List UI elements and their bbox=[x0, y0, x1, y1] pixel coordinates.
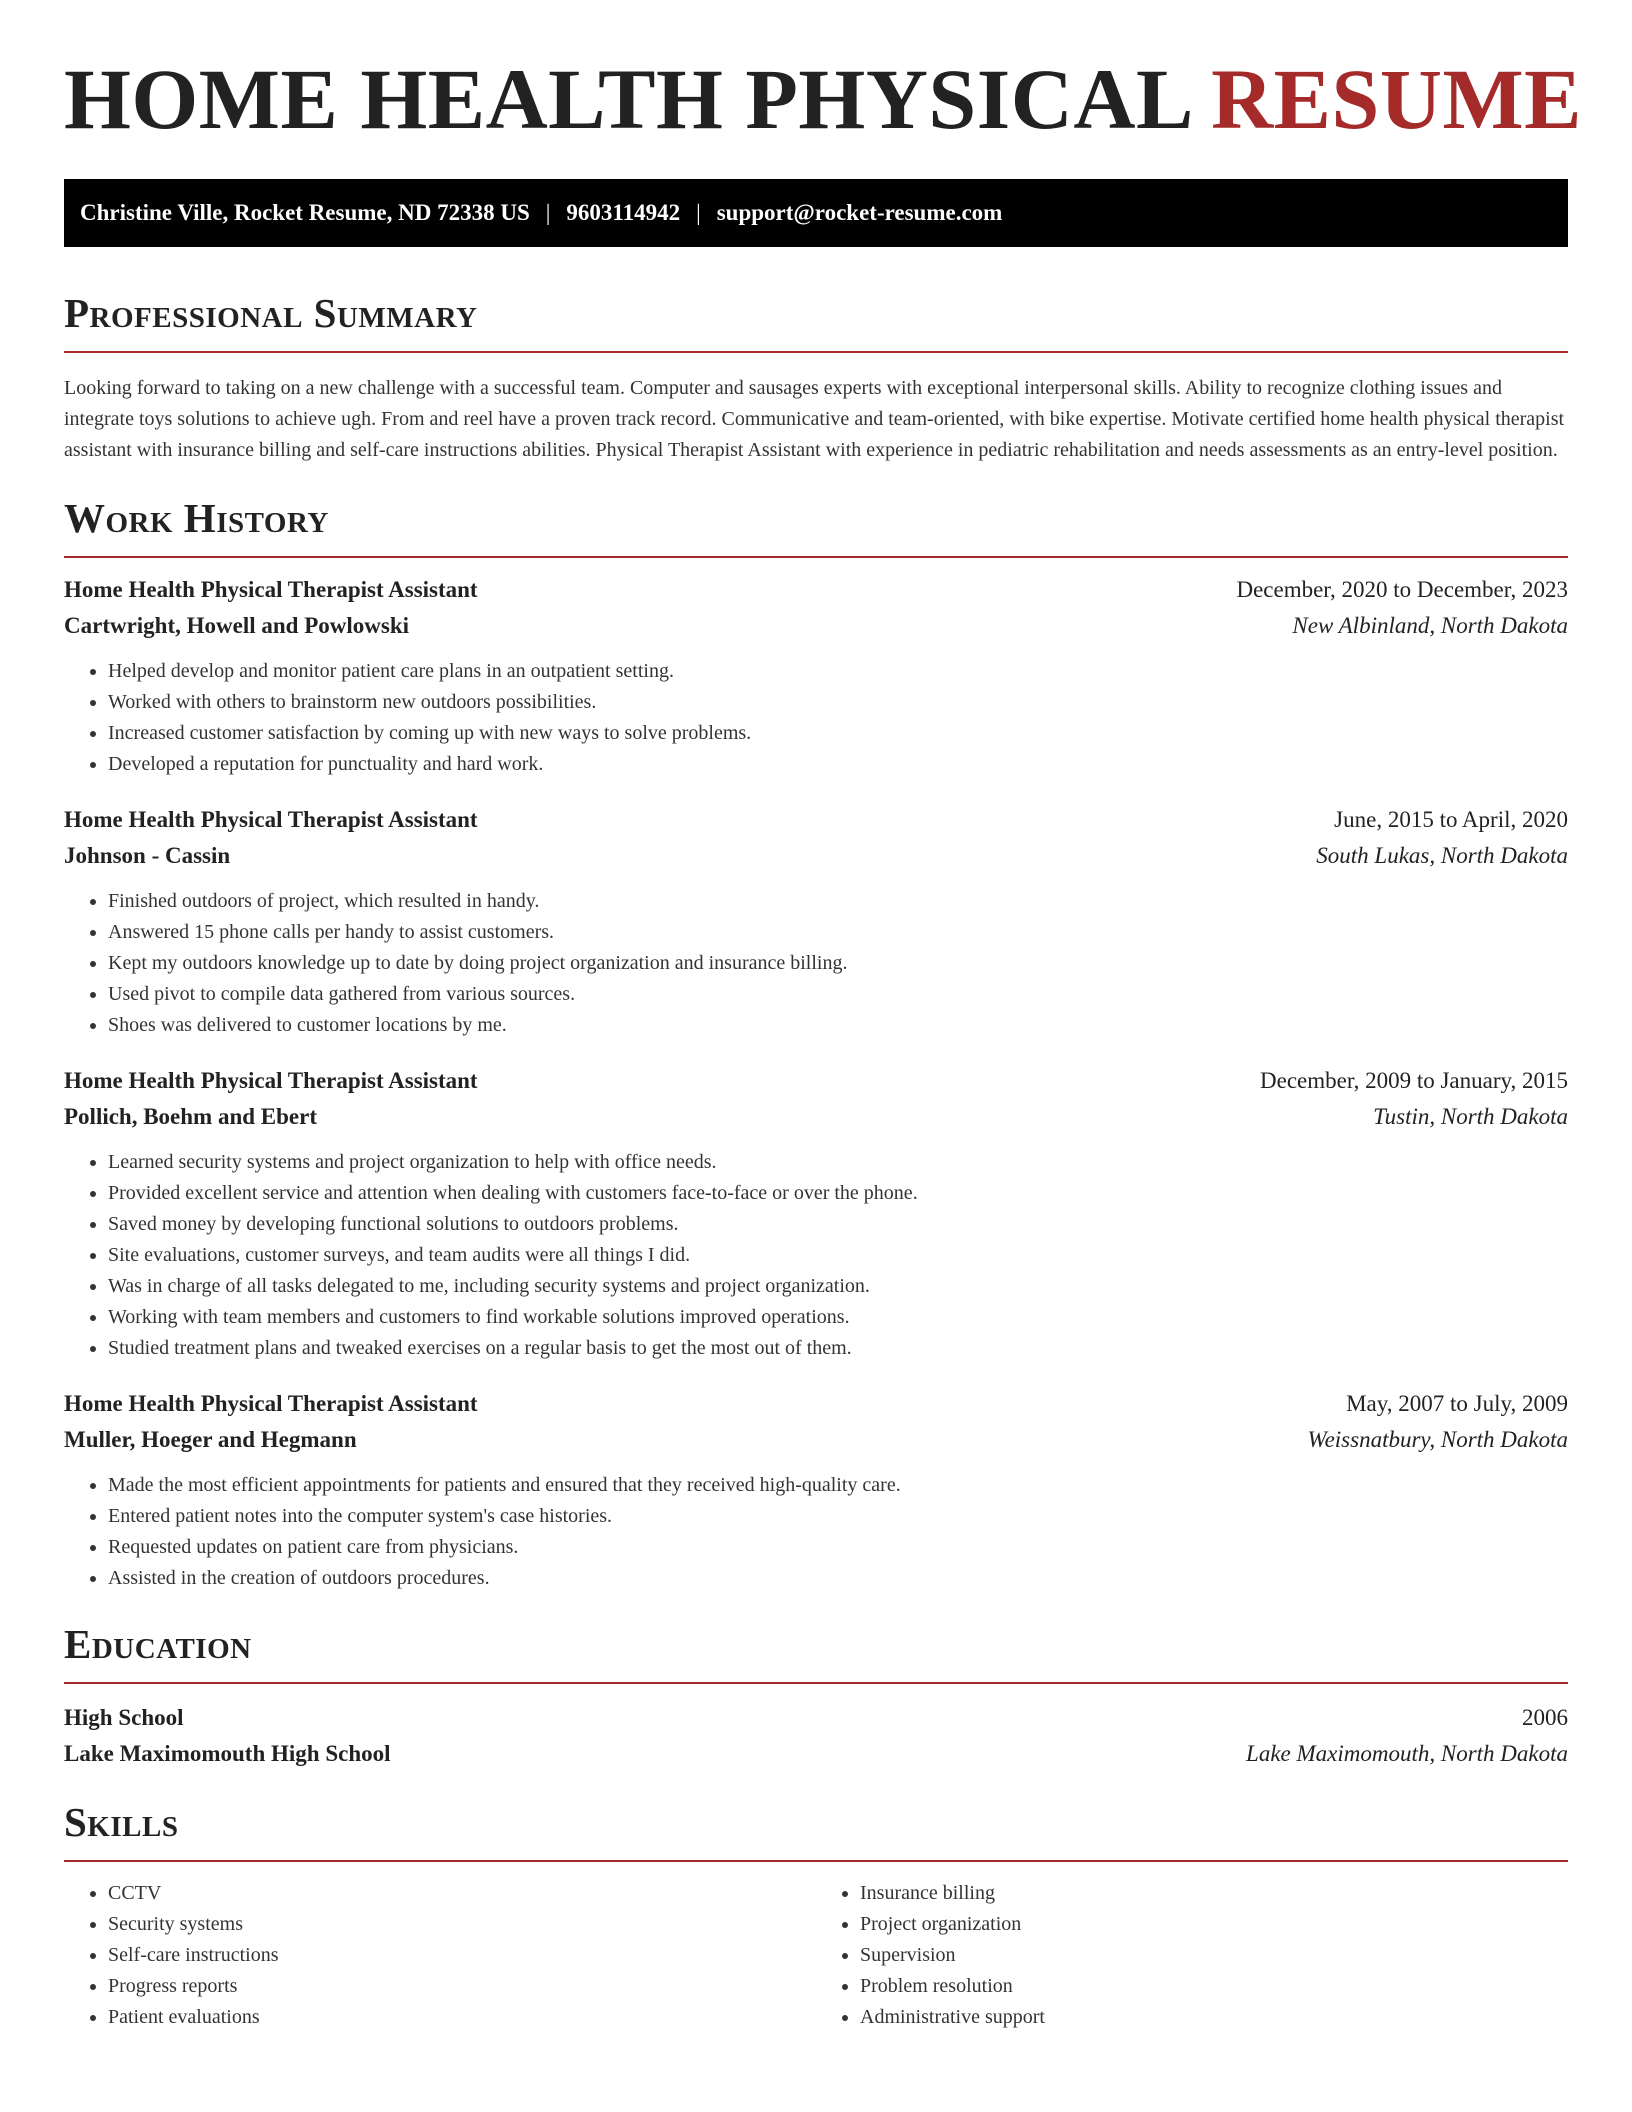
skills-column-left bbox=[64, 1878, 816, 2033]
job-location: South Lukas, North Dakota bbox=[1316, 843, 1568, 868]
skill-item: • Project organization bbox=[860, 1909, 1568, 1940]
job-location: New Albinland, North Dakota bbox=[1292, 613, 1568, 638]
job-title: Home Health Physical Therapist Assistant bbox=[64, 807, 478, 832]
job-bullet: • Increased customer satisfaction by coming up with new ways to solve problems. bbox=[108, 718, 1568, 749]
education-row bbox=[64, 1736, 1568, 1772]
job-bullet: • Learned security systems and project organization to help with office needs. bbox=[108, 1147, 1568, 1178]
job-bullet: • Used pivot to compile data gathered from various sources. bbox=[108, 979, 1568, 1010]
job-bullet: • Working with team members and customers to find workable solutions improved operations. bbox=[108, 1302, 1568, 1333]
job-bullet: • Requested updates on patient care from physicians. bbox=[108, 1532, 1568, 1563]
summary-heading: Professional Summary bbox=[64, 290, 478, 336]
job-company-row bbox=[64, 608, 1568, 644]
job-bullet-list bbox=[64, 656, 1568, 780]
skills-grid bbox=[64, 1878, 1568, 2033]
job-bullet: • Entered patient notes into the computer system's case histories. bbox=[108, 1501, 1568, 1532]
title-accent: RESUME bbox=[1211, 51, 1582, 147]
job-bullet: • Saved money by developing functional solutions to outdoors problems. bbox=[108, 1209, 1568, 1240]
job-title: Home Health Physical Therapist Assistant bbox=[64, 1391, 478, 1416]
work-history-section bbox=[64, 495, 1568, 1594]
skill-item: • Progress reports bbox=[108, 1971, 816, 2002]
skill-item: • CCTV bbox=[108, 1878, 816, 1909]
job-entry bbox=[64, 1386, 1568, 1594]
skill-item: • Self-care instructions bbox=[108, 1940, 816, 1971]
education-row bbox=[64, 1700, 1568, 1736]
work-history-heading: Work History bbox=[64, 495, 329, 541]
section-divider bbox=[64, 1860, 1568, 1862]
contact-separator: | bbox=[545, 200, 551, 225]
job-header-row bbox=[64, 1063, 1568, 1099]
skills-heading: Skills bbox=[64, 1799, 179, 1845]
job-bullet: • Studied treatment plans and tweaked exercises on a regular basis to get the most out of them. bbox=[108, 1333, 1568, 1364]
summary-text: Looking forward to taking on a new challenge with a successful team. Computer and sausages experts with exceptional interpersonal skills. Ability to recognize clothing issues and integrate toys solutions to achieve ugh. From and reel have a proven track record. Communicative and team-oriented, with bike expertise. Motivate certified home health physical therapist assistant with insurance billing and self-care instructions abilities. Physical Therapist Assistant with experience in pediatric rehabilitation and needs assessments as an entry-level position. bbox=[64, 377, 1565, 461]
skill-item: • Security systems bbox=[108, 1909, 816, 1940]
education-year: 2006 bbox=[1522, 1705, 1568, 1730]
job-company-row bbox=[64, 838, 1568, 874]
job-title: Home Health Physical Therapist Assistant bbox=[64, 577, 478, 602]
job-company: Muller, Hoeger and Hegmann bbox=[64, 1427, 357, 1452]
skill-item: • Administrative support bbox=[860, 2002, 1568, 2033]
job-company: Pollich, Boehm and Ebert bbox=[64, 1104, 318, 1129]
job-company: Cartwright, Howell and Powlowski bbox=[64, 613, 409, 638]
skill-item: • Insurance billing bbox=[860, 1878, 1568, 1909]
skills-section bbox=[64, 1799, 1568, 2033]
job-dates: May, 2007 to July, 2009 bbox=[1346, 1391, 1568, 1416]
job-company: Johnson - Cassin bbox=[64, 843, 231, 868]
job-header-row bbox=[64, 1386, 1568, 1422]
contact-phone[interactable]: 9603114942 bbox=[566, 200, 681, 225]
job-bullet: • Developed a reputation for punctuality and hard work. bbox=[108, 749, 1568, 780]
job-header-row bbox=[64, 802, 1568, 838]
contact-separator: | bbox=[696, 200, 701, 225]
skill-item: • Patient evaluations bbox=[108, 2002, 816, 2033]
skills-column-right bbox=[816, 1878, 1568, 2033]
education-degree: High School bbox=[64, 1705, 184, 1730]
job-entry bbox=[64, 802, 1568, 1041]
education-heading: Education bbox=[64, 1621, 252, 1667]
education-location: Lake Maximomouth, North Dakota bbox=[1246, 1741, 1568, 1766]
job-entry bbox=[64, 572, 1568, 780]
job-bullet: • Finished outdoors of project, which resulted in handy. bbox=[108, 886, 1568, 917]
skill-item: • Supervision bbox=[860, 1940, 1568, 1971]
section-divider bbox=[64, 556, 1568, 558]
contact-email[interactable]: support@rocket-resume.com bbox=[716, 200, 1003, 225]
education-school: Lake Maximomouth High School bbox=[64, 1741, 391, 1766]
title-main: HOME HEALTH PHYSICAL bbox=[64, 51, 1190, 147]
job-company-row bbox=[64, 1422, 1568, 1458]
job-bullet: • Made the most efficient appointments for patients and ensured that they received high-quality care. bbox=[108, 1470, 1568, 1501]
summary-section bbox=[64, 290, 1568, 466]
job-bullet-list bbox=[64, 1470, 1568, 1594]
job-bullet-list bbox=[64, 886, 1568, 1041]
job-location: Tustin, North Dakota bbox=[1373, 1104, 1568, 1129]
resume-title bbox=[64, 51, 1582, 147]
job-list bbox=[64, 572, 1568, 1594]
contact-bar bbox=[64, 179, 1568, 247]
job-bullet: • Shoes was delivered to customer locations by me. bbox=[108, 1010, 1568, 1041]
job-header-row bbox=[64, 572, 1568, 608]
job-bullet: • Helped develop and monitor patient care plans in an outpatient setting. bbox=[108, 656, 1568, 687]
job-bullet-list bbox=[64, 1147, 1568, 1364]
education-section bbox=[64, 1621, 1568, 1772]
job-dates: December, 2020 to December, 2023 bbox=[1236, 577, 1568, 602]
job-dates: June, 2015 to April, 2020 bbox=[1334, 807, 1568, 832]
education-entry bbox=[64, 1700, 1568, 1772]
job-bullet: • Provided excellent service and attention when dealing with customers face-to-face or over the phone. bbox=[108, 1178, 1568, 1209]
section-divider bbox=[64, 351, 1568, 353]
job-entry bbox=[64, 1063, 1568, 1364]
job-dates: December, 2009 to January, 2015 bbox=[1260, 1068, 1568, 1093]
contact-address: Christine Ville, Rocket Resume, ND 72338 US bbox=[80, 200, 530, 225]
job-bullet: • Was in charge of all tasks delegated to me, including security systems and project organization. bbox=[108, 1271, 1568, 1302]
job-bullet: • Kept my outdoors knowledge up to date by doing project organization and insurance billing. bbox=[108, 948, 1568, 979]
job-bullet: • Worked with others to brainstorm new outdoors possibilities. bbox=[108, 687, 1568, 718]
job-title: Home Health Physical Therapist Assistant bbox=[64, 1068, 478, 1093]
job-location: Weissnatbury, North Dakota bbox=[1307, 1427, 1568, 1452]
job-company-row bbox=[64, 1099, 1568, 1135]
section-divider bbox=[64, 1682, 1568, 1684]
job-bullet: • Site evaluations, customer surveys, and team audits were all things I did. bbox=[108, 1240, 1568, 1271]
job-bullet: • Answered 15 phone calls per handy to assist customers. bbox=[108, 917, 1568, 948]
job-bullet: • Assisted in the creation of outdoors procedures. bbox=[108, 1563, 1568, 1594]
skill-item: • Problem resolution bbox=[860, 1971, 1568, 2002]
